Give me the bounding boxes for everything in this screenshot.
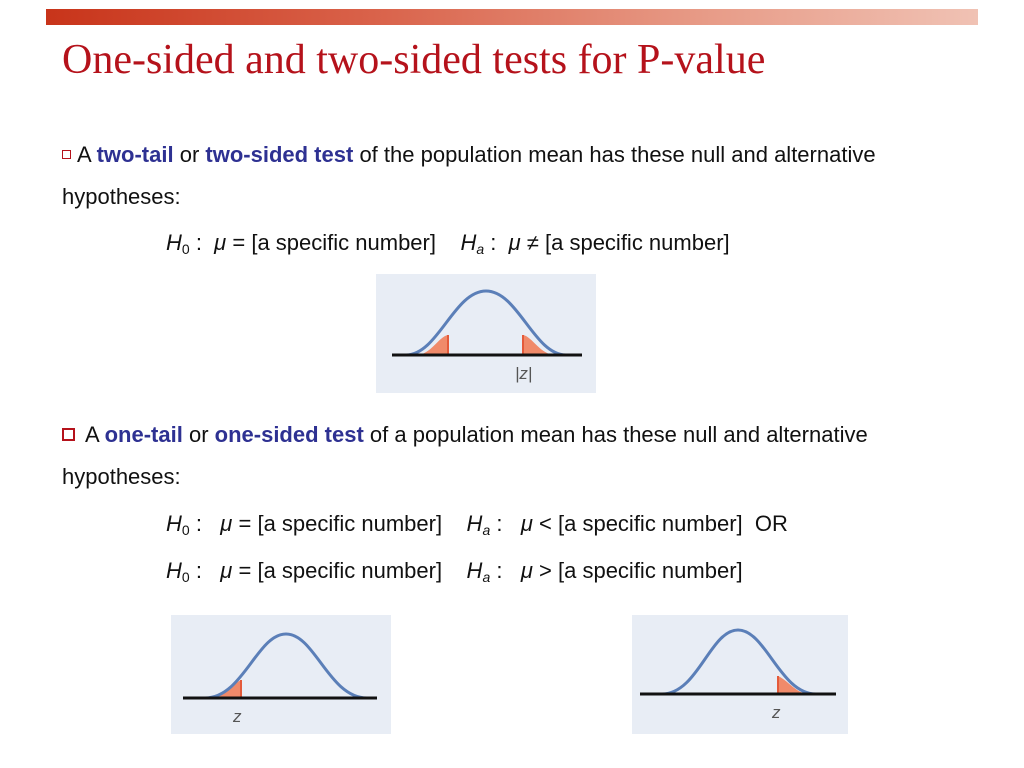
normal-curve bbox=[205, 634, 367, 698]
ha-symbol: H bbox=[460, 230, 477, 255]
one-sided-hypotheses-less bbox=[166, 509, 788, 545]
mu-symbol: μ bbox=[520, 511, 533, 536]
one-sided-bullet bbox=[62, 414, 967, 498]
null-value: [a specific number] bbox=[257, 511, 443, 536]
null-value: [a specific number] bbox=[257, 558, 443, 583]
slide-title: One-sided and two-sided tests for P-value bbox=[62, 37, 766, 83]
one-sided-test-keyword: one-sided test bbox=[214, 422, 364, 447]
square-bullet-icon bbox=[62, 428, 75, 441]
equals-sign: = bbox=[232, 230, 246, 255]
colon: : bbox=[496, 511, 503, 536]
colon: : bbox=[496, 558, 503, 583]
top-accent-bar bbox=[46, 9, 978, 25]
or-word: OR bbox=[754, 511, 788, 536]
z-label: z bbox=[772, 703, 781, 722]
two-sided-bullet bbox=[62, 134, 967, 218]
colon: : bbox=[490, 230, 497, 255]
h0-subscript: 0 bbox=[181, 522, 190, 538]
mu-symbol: μ bbox=[214, 230, 227, 255]
h0-symbol: H bbox=[166, 511, 182, 536]
equals-sign: = bbox=[238, 558, 252, 583]
h0-subscript: 0 bbox=[181, 569, 190, 585]
ha-symbol: H bbox=[466, 558, 483, 583]
ha-subscript: a bbox=[476, 241, 485, 257]
colon: : bbox=[195, 230, 202, 255]
z-label: z bbox=[233, 707, 242, 726]
one-sided-intro: A bbox=[85, 422, 99, 447]
two-sided-intro: A bbox=[77, 142, 91, 167]
one-tail-keyword: one-tail bbox=[104, 422, 183, 447]
two-tail-keyword: two-tail bbox=[96, 142, 174, 167]
right-tailed-distribution-figure bbox=[632, 615, 848, 734]
square-bullet-icon bbox=[62, 150, 71, 159]
mu-symbol: μ bbox=[508, 230, 521, 255]
alt-value: [a specific number] bbox=[558, 511, 743, 536]
two-sided-hypotheses bbox=[166, 228, 730, 264]
two-tailed-distribution-figure bbox=[376, 274, 596, 393]
one-sided-hypotheses-greater bbox=[166, 556, 743, 592]
mu-symbol: μ bbox=[220, 558, 233, 583]
left-tailed-distribution-figure bbox=[171, 615, 391, 734]
two-sided-rest: of the population mean has these null and alternative hypotheses: bbox=[62, 142, 876, 209]
alt-value: [a specific number] bbox=[545, 230, 730, 255]
one-sided-or: or bbox=[188, 422, 209, 447]
greater-than-sign: > bbox=[539, 558, 552, 583]
not-equal-sign: ≠ bbox=[526, 230, 539, 255]
two-sided-or: or bbox=[179, 142, 200, 167]
z-label: |z| bbox=[515, 364, 533, 383]
colon: : bbox=[195, 511, 202, 536]
h0-symbol: H bbox=[166, 230, 182, 255]
ha-symbol: H bbox=[466, 511, 483, 536]
alt-value: [a specific number] bbox=[558, 558, 743, 583]
ha-subscript: a bbox=[482, 569, 491, 585]
two-sided-test-keyword: two-sided test bbox=[205, 142, 354, 167]
null-value: [a specific number] bbox=[251, 230, 436, 255]
h0-symbol: H bbox=[166, 558, 182, 583]
normal-curve bbox=[406, 291, 566, 355]
colon: : bbox=[195, 558, 202, 583]
one-sided-rest: of a population mean has these null and alternative hypotheses: bbox=[62, 422, 868, 489]
less-than-sign: < bbox=[539, 511, 552, 536]
ha-subscript: a bbox=[482, 522, 491, 538]
normal-curve bbox=[662, 630, 816, 694]
equals-sign: = bbox=[238, 511, 252, 536]
h0-subscript: 0 bbox=[181, 241, 190, 257]
mu-symbol: μ bbox=[220, 511, 233, 536]
mu-symbol: μ bbox=[520, 558, 533, 583]
